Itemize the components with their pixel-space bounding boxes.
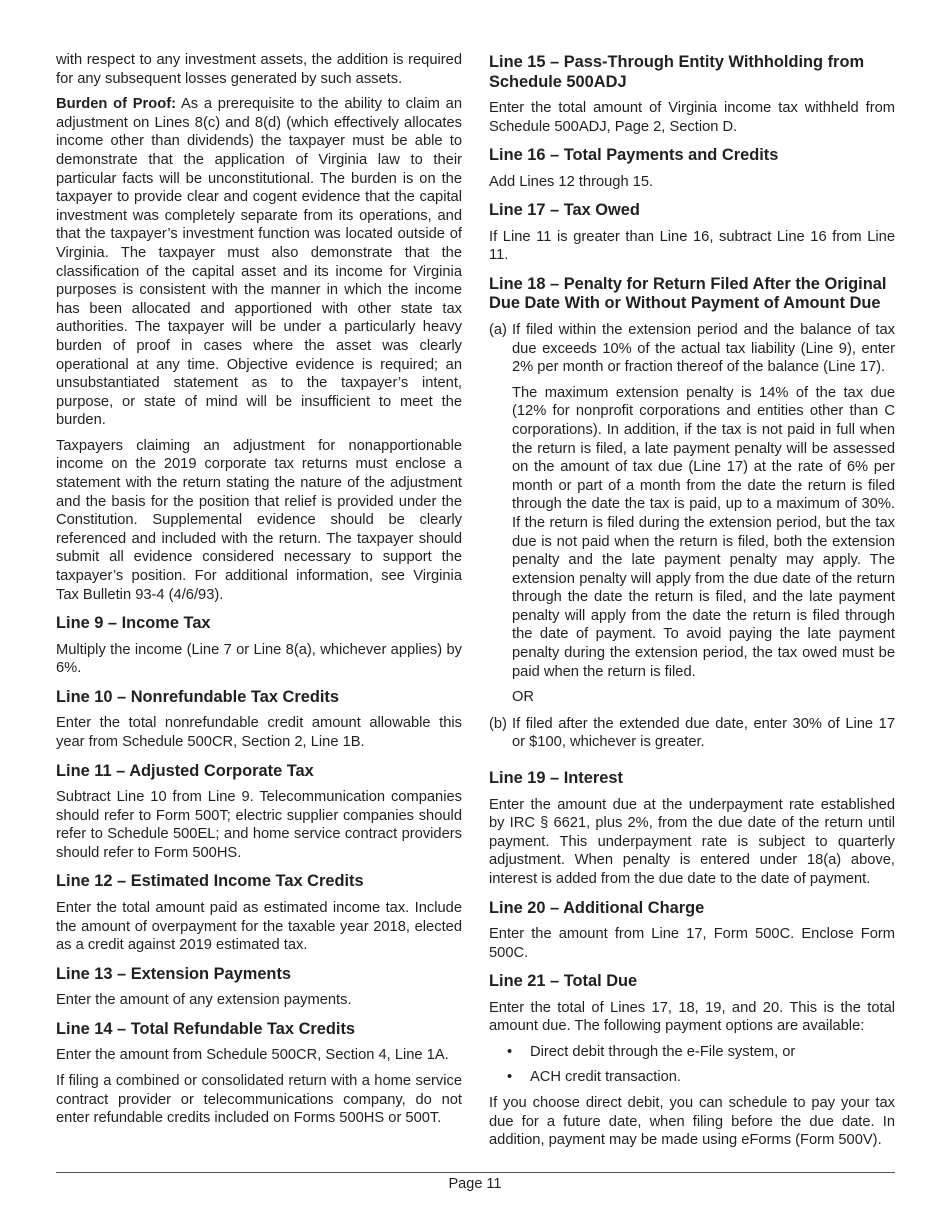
bullet-icon: • — [507, 1043, 513, 1060]
paragraph-investment-assets: with respect to any investment assets, the addition is required for any subsequent losses generated by such assets. — [56, 52, 462, 87]
heading-line-20: Line 20 – Additional Charge — [489, 898, 705, 917]
text-line-14-combined-return: If filing a combined or consolidated return with a home service contract provider or telecommunications company, do not enter refundable credits included on Forms 500HS or 500T. — [56, 1072, 462, 1127]
text-line-21: Enter the total of Lines 17, 18, 19, and 20. This is the total amount due. The following payment options are available: — [489, 999, 895, 1035]
heading-line-9: Line 9 – Income Tax — [56, 614, 211, 633]
left-column — [56, 51, 462, 1135]
text-line-11: Subtract Line 10 from Line 9. Telecommunication companies should refer to Form 500T; electric supplier companies should refer to Schedule 500EL; and home service contract providers should refer to Form 500HS. — [56, 789, 462, 861]
item-b-text: If filed after the extended due date, enter 30% of Line 17 or $100, whichever is greater. — [512, 715, 895, 751]
item-a-extension-penalty-text: The maximum extension penalty is 14% of the tax due (12% for nonprofit corporations and entities other than C corporations). In addition, if the tax is not paid in full when the return is filed, a late payment penalty will be assessed on the amount of tax due (Line 17) at the rate of 6% per month or part of a month from the date the return is filed through the date the tax is paid, up to a maximum of 30%. If the return is filed during the extension period, but the tax due is not paid when the return is filed, both the extension penalty and the late payment penalty may apply. The extension penalty will apply from the due date of the return through the date the return is filed, and the late payment penalty will apply from the date the return is filed through the date of payment. To avoid paying the late payment penalty during the extension period, the tax owed must be paid when the return is filed. — [512, 384, 895, 680]
heading-line-11: Line 11 – Adjusted Corporate Tax — [56, 761, 314, 780]
heading-line-21: Line 21 – Total Due — [489, 972, 638, 991]
text-line-20: Enter the amount from Line 17, Form 500C. Enclose Form 500C. — [489, 926, 895, 961]
heading-line-12: Line 12 – Estimated Income Tax Credits — [56, 872, 364, 891]
heading-line-17: Line 17 – Tax Owed — [489, 201, 640, 220]
line-18-item-b — [489, 715, 895, 759]
heading-line-18: Line 18 – Penalty for Return Filed After the Original Due Date With or Without Payment of Amount Due — [489, 274, 887, 313]
text-line-12: Enter the total amount paid as estimated income tax. Include the amount of overpayment for the taxable year 2018, elected as a credit against 2019 estimated tax. — [56, 899, 462, 954]
bullet-text: Direct debit through the e-File system, or — [530, 1043, 796, 1060]
text-line-10: Enter the total nonrefundable credit amount allowable this year from Schedule 500CR, Section 2, Line 1B. — [56, 715, 462, 750]
paragraph-burden-of-proof — [56, 95, 462, 430]
text-line-16: Add Lines 12 through 15. — [489, 173, 654, 190]
page-number: Page 11 — [448, 1176, 502, 1192]
text-line-19: Enter the amount due at the underpayment rate established by IRC § 6621, plus 2%, from the due date of the return until payment. This underpayment rate is subject to quarterly adjustment. When penalty is entered under 18(a) above, interest is added from the due date to the date of payment. — [489, 796, 895, 887]
bullet-item — [507, 1043, 895, 1062]
text-line-21-direct-debit: If you choose direct debit, you can schedule to pay your tax due for a future date, when filing before the due date. In addition, payment may be made using eForms (Form 500V). — [489, 1095, 895, 1149]
item-a-label: (a) — [489, 321, 507, 338]
item-b-label: (b) — [489, 715, 507, 732]
text-line-15: Enter the total amount of Virginia income tax withheld from Schedule 500ADJ, Page 2, Section D. — [489, 100, 895, 135]
heading-line-10: Line 10 – Nonrefundable Tax Credits — [56, 687, 339, 706]
item-a-text: If filed within the extension period and the balance of tax due exceeds 10% of the actual tax liability (Line 9), enter 2% per month or fraction thereof of the balance (Line 17). — [512, 321, 895, 376]
bullet-item — [507, 1068, 895, 1087]
heading-line-16: Line 16 – Total Payments and Credits — [489, 146, 779, 165]
heading-line-13: Line 13 – Extension Payments — [56, 964, 292, 983]
bullet-icon: • — [507, 1069, 513, 1086]
text-line-17: If Line 11 is greater than Line 16, subtract Line 16 from Line 11. — [489, 228, 895, 264]
burden-of-proof-text: As a prerequisite to the ability to claim an adjustment on Lines 8(c) and 8(d) (which effectively allocates income other than dividends) the taxpayer must be able to demonstrate that the application of Virginia law to their particular facts will be unconstitutional. The burden is on the taxpayer to provide clear and cogent evidence that the capital investment was completely separate from its operations, and that the taxpayer’s investment function was located outside of Virginia. The taxpayer must also demonstrate that the classification of the capital asset and its income for Virginia purposes is consistent with the manner in which the income has been allocated and apportioned with other state tax authorities. The taxpayer will be under a particularly heavy burden of proof in cases where the asset was clearly operational at any time. Objective evidence is required; an unsubstantiated statement as to the taxpayer’s intent, purpose, or state of mind will be insufficient to meet the burden. — [56, 96, 462, 429]
burden-of-proof-label: Burden of Proof: — [56, 96, 176, 113]
heading-line-14: Line 14 – Total Refundable Tax Credits — [56, 1019, 356, 1038]
paragraph-nonapportionable-income: Taxpayers claiming an adjustment for nonapportionable income on the 2019 corporate tax returns must enclose a statement with the return stating the nature of the adjustment and the basis for the position that relief is provided under the Constitution. Supplemental evidence should be clearly referenced and included with the return. The taxpayer should submit all evidence considered necessary to support the taxpayer’s position. For additional information, see Virginia Tax Bulletin 93-4 (4/6/93). — [56, 437, 462, 603]
text-line-9: Multiply the income (Line 7 or Line 8(a), whichever applies) by 6%. — [56, 641, 462, 677]
text-line-13: Enter the amount of any extension payments. — [56, 992, 352, 1009]
line-18-item-a — [489, 321, 895, 384]
bullet-text: ACH credit transaction. — [530, 1069, 682, 1086]
text-line-14: Enter the amount from Schedule 500CR, Section 4, Line 1A. — [56, 1047, 449, 1064]
footer-divider — [56, 1172, 895, 1173]
heading-line-15: Line 15 – Pass-Through Entity Withholding from Schedule 500ADJ — [489, 53, 865, 91]
or-separator: OR — [512, 689, 535, 706]
right-column — [489, 51, 895, 1157]
heading-line-19: Line 19 – Interest — [489, 769, 623, 788]
